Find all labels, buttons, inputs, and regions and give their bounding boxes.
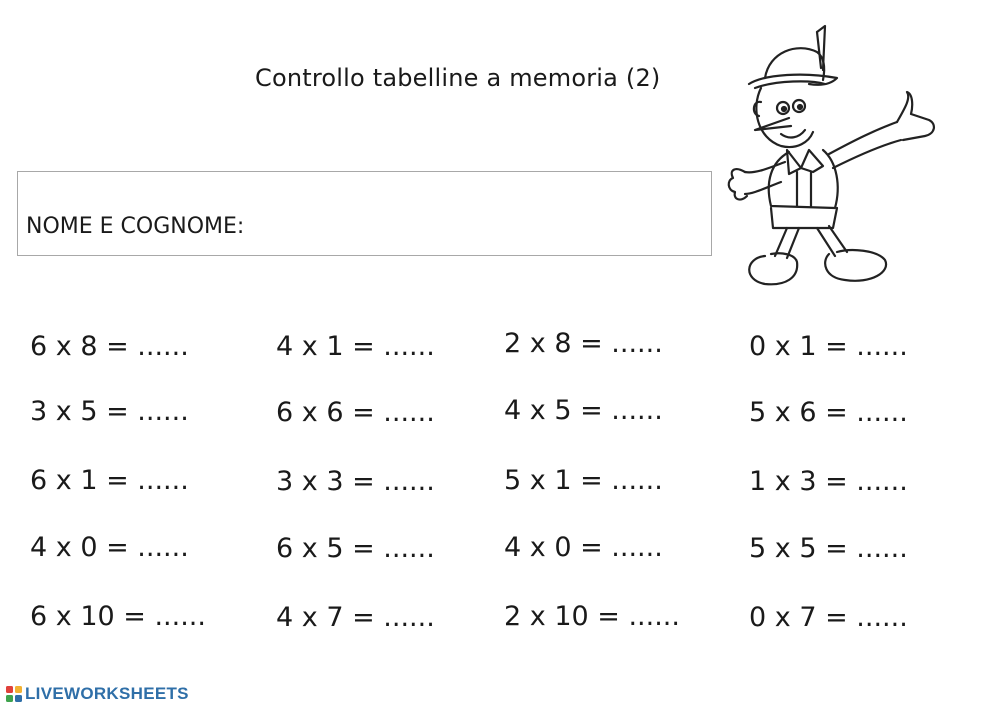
exercise-item[interactable]: 6 x 6 = ...... — [276, 397, 435, 428]
exercise-item[interactable]: 0 x 1 = ...... — [749, 331, 908, 362]
page-title: Controllo tabelline a memoria (2) — [255, 64, 661, 92]
liveworksheets-footer[interactable] — [6, 684, 189, 704]
name-field-label: NOME E COGNOME: — [26, 214, 245, 239]
exercise-item[interactable]: 3 x 3 = ...... — [276, 466, 435, 497]
exercise-item[interactable]: 6 x 8 = ...... — [30, 331, 189, 362]
exercise-item[interactable]: 4 x 0 = ...... — [504, 532, 663, 563]
exercise-item[interactable]: 5 x 1 = ...... — [504, 465, 663, 496]
exercise-item[interactable]: 3 x 5 = ...... — [30, 396, 189, 427]
exercise-item[interactable]: 2 x 8 = ...... — [504, 328, 663, 359]
exercise-item[interactable]: 1 x 3 = ...... — [749, 466, 908, 497]
liveworksheets-logo-icon — [6, 686, 22, 702]
exercise-item[interactable]: 4 x 7 = ...... — [276, 602, 435, 633]
liveworksheets-brand: LIVEWORKSHEETS — [25, 684, 189, 703]
exercise-item[interactable]: 5 x 5 = ...... — [749, 533, 908, 564]
exercise-item[interactable]: 4 x 0 = ...... — [30, 532, 189, 563]
exercise-item[interactable]: 2 x 10 = ...... — [504, 601, 680, 632]
exercise-item[interactable]: 5 x 6 = ...... — [749, 397, 908, 428]
exercise-item[interactable]: 6 x 10 = ...... — [30, 601, 206, 632]
exercise-item[interactable]: 4 x 1 = ...... — [276, 331, 435, 362]
exercise-item[interactable]: 6 x 1 = ...... — [30, 465, 189, 496]
exercise-item[interactable]: 6 x 5 = ...... — [276, 533, 435, 564]
exercise-item[interactable]: 0 x 7 = ...... — [749, 602, 908, 633]
exercise-item[interactable]: 4 x 5 = ...... — [504, 395, 663, 426]
